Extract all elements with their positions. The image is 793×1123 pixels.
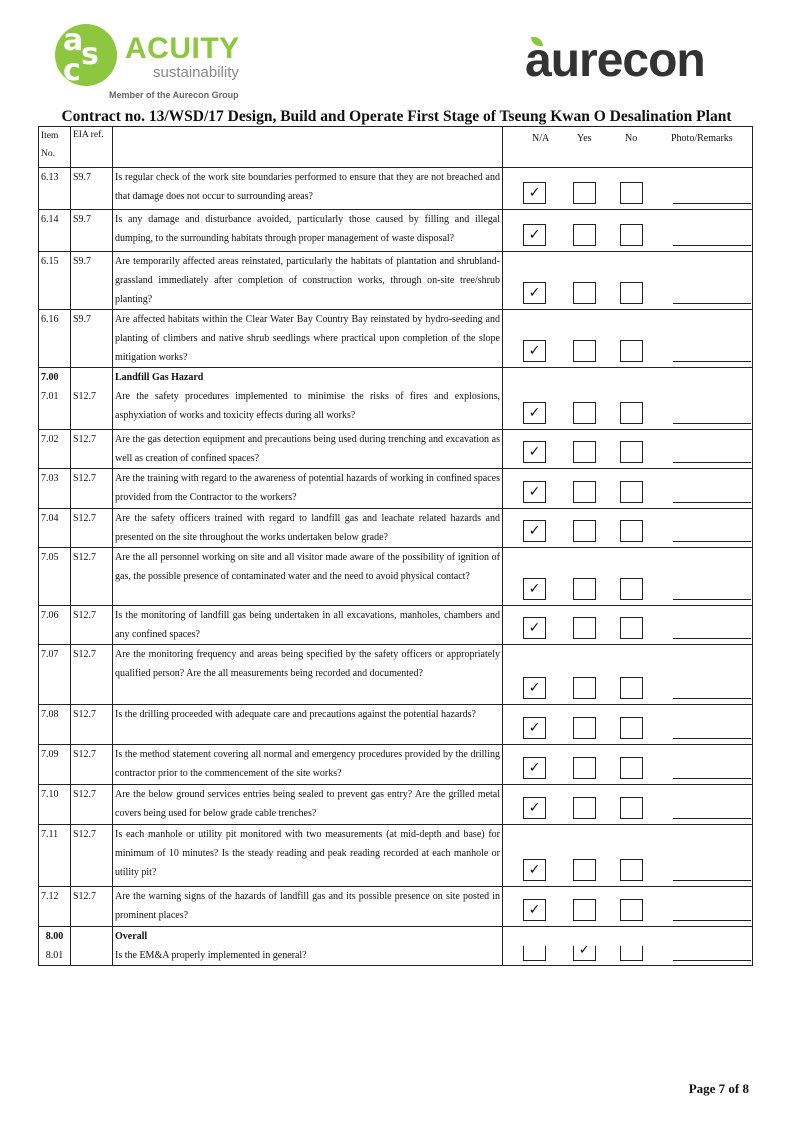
acuity-mark-c: c (63, 53, 81, 88)
eia-ref: S9.7 (71, 210, 113, 252)
remarks-line[interactable] (673, 879, 751, 881)
na-checkbox[interactable]: ✓ (523, 859, 546, 881)
table-row (39, 605, 753, 644)
item-number: 7.11 (39, 824, 71, 886)
table-row (39, 946, 753, 966)
na-checkbox[interactable]: ✓ (523, 481, 546, 503)
acuity-name: ACUITY (125, 32, 240, 65)
remarks-line[interactable] (673, 360, 751, 362)
na-checkbox[interactable]: ✓ (523, 757, 546, 779)
yes-checkbox[interactable] (573, 578, 596, 600)
item-description: Is the EM&A properly implemented in general? (113, 946, 503, 966)
item-description: Are the safety officers trained with regard to landfill gas and leachate related hazards and presented on the site throughout the works undertaken below grade? (113, 508, 503, 547)
header-item-no: No. (41, 149, 55, 159)
table-row (39, 644, 753, 704)
check-boxes (523, 899, 753, 921)
check-boxes (523, 797, 753, 819)
check-boxes (523, 481, 753, 503)
na-checkbox[interactable]: ✓ (523, 677, 546, 699)
na-checkbox[interactable]: ✓ (523, 797, 546, 819)
no-checkbox[interactable] (620, 340, 643, 362)
remarks-line[interactable] (673, 817, 751, 819)
item-number: 6.15 (39, 252, 71, 310)
eia-ref: S9.7 (71, 310, 113, 368)
table-row (39, 387, 753, 429)
header-photo-remarks: Photo/Remarks (671, 133, 733, 144)
acuity-mark-s: s (81, 37, 99, 72)
no-checkbox[interactable] (620, 617, 643, 639)
na-checkbox[interactable]: ✓ (523, 340, 546, 362)
item-number: 7.12 (39, 886, 71, 926)
item-number: 6.14 (39, 210, 71, 252)
yes-checkbox[interactable] (573, 899, 596, 921)
table-row (39, 429, 753, 468)
na-checkbox[interactable]: ✓ (523, 402, 546, 424)
na-checkbox[interactable]: ✓ (523, 899, 546, 921)
no-checkbox[interactable] (620, 859, 643, 881)
eia-ref: S9.7 (71, 168, 113, 210)
item-number: 7.04 (39, 508, 71, 547)
no-checkbox[interactable] (620, 182, 643, 204)
header-yes: Yes (577, 133, 592, 144)
eia-ref: S12.7 (71, 547, 113, 605)
check-boxes (523, 677, 753, 699)
no-checkbox[interactable] (620, 757, 643, 779)
section-number: 7.00 (39, 368, 71, 388)
yes-checkbox[interactable] (573, 441, 596, 463)
no-checkbox[interactable] (620, 441, 643, 463)
check-boxes (523, 520, 753, 542)
remarks-line[interactable] (673, 697, 751, 699)
yes-checkbox[interactable] (573, 402, 596, 424)
section-title: Landfill Gas Hazard (113, 368, 503, 388)
remarks-line[interactable] (673, 244, 751, 246)
item-description: Is the monitoring of landfill gas being undertaken in all excavations, manholes, chambers and any confined spaces? (113, 605, 503, 644)
na-checkbox[interactable]: ✓ (523, 282, 546, 304)
item-description: Are affected habitats within the Clear Water Bay Country Bay reinstated by hydro-seeding and planting of climbers and native shrub seedlings where practical upon completion of the slope mitigation works? (113, 310, 503, 368)
no-checkbox[interactable] (620, 402, 643, 424)
eia-ref: S12.7 (71, 429, 113, 468)
header-no: No (625, 133, 638, 144)
yes-checkbox[interactable] (573, 677, 596, 699)
table-row (39, 210, 753, 252)
no-checkbox[interactable] (620, 481, 643, 503)
item-number: 7.01 (39, 387, 71, 429)
yes-checkbox[interactable] (573, 617, 596, 639)
check-boxes (523, 441, 753, 463)
section-heading-row (39, 368, 753, 388)
no-checkbox[interactable] (620, 946, 643, 962)
remarks-line[interactable] (673, 202, 751, 204)
item-number: 7.03 (39, 468, 71, 508)
no-checkbox[interactable] (620, 224, 643, 246)
yes-checkbox[interactable] (573, 797, 596, 819)
eia-ref: S12.7 (71, 508, 113, 547)
yes-checkbox[interactable] (573, 757, 596, 779)
item-description: Are the warning signs of the hazards of landfill gas and its possible presence on site posted in prominent places? (113, 886, 503, 926)
page-number: Page 7 of 8 (688, 1081, 749, 1096)
item-description: Are the gas detection equipment and precautions being used during trenching and excavation as well as creation of confined spaces? (113, 429, 503, 468)
item-description: Are the training with regard to the awareness of potential hazards of working in confined spaces provided from the Contractor to the workers? (113, 468, 503, 508)
table-row (39, 824, 753, 886)
na-checkbox[interactable]: ✓ (523, 182, 546, 204)
remarks-line[interactable] (673, 637, 751, 639)
no-checkbox[interactable] (620, 899, 643, 921)
checklist-table (38, 126, 753, 966)
eia-ref: S12.7 (71, 644, 113, 704)
header-na: N/A (532, 133, 550, 144)
table-header-row (39, 127, 753, 168)
eia-ref: S12.7 (71, 824, 113, 886)
check-boxes (523, 224, 753, 246)
table-row (39, 886, 753, 926)
item-number: 7.02 (39, 429, 71, 468)
yes-checkbox[interactable] (573, 224, 596, 246)
na-checkbox[interactable] (523, 946, 546, 962)
item-description: Are the safety procedures implemented to minimise the risks of fires and explosions, asphyxiation of works and toxicity effects during all works? (113, 387, 503, 429)
section-title: Overall (113, 926, 503, 946)
acuity-logo (55, 24, 255, 104)
check-boxes (523, 182, 753, 204)
item-description: Is regular check of the work site boundaries performed to ensure that they are not breached and that damage does not occur to surrounding areas? (113, 168, 503, 210)
item-number: 6.13 (39, 168, 71, 210)
remarks-line[interactable] (673, 598, 751, 600)
acuity-logo-mark (55, 24, 117, 86)
remarks-line[interactable] (673, 461, 751, 463)
na-checkbox[interactable]: ✓ (523, 441, 546, 463)
acuity-mark-a: a (63, 23, 84, 58)
document-title: Contract no. 13/WSD/17 Design, Build and Operate First Stage of Tseung Kwan O Desalination Plant (61, 108, 732, 125)
yes-checkbox[interactable] (573, 282, 596, 304)
yes-checkbox[interactable] (573, 340, 596, 362)
item-number: 7.08 (39, 704, 71, 744)
item-description: Is the drilling proceeded with adequate care and precautions against the potential hazards? (113, 704, 503, 744)
yes-checkbox[interactable] (573, 859, 596, 881)
table-row (39, 310, 753, 368)
remarks-line[interactable] (673, 737, 751, 739)
item-description: Is the method statement covering all normal and emergency procedures provided by the drilling contractor prior to the commencement of the site works? (113, 744, 503, 784)
check-boxes (523, 617, 753, 639)
no-checkbox[interactable] (620, 520, 643, 542)
check-boxes (523, 578, 753, 600)
eia-ref: S9.7 (71, 252, 113, 310)
item-number: 7.10 (39, 784, 71, 824)
item-number: 8.01 (39, 946, 71, 966)
eia-ref: S12.7 (71, 886, 113, 926)
check-boxes (523, 402, 753, 424)
check-boxes (523, 757, 753, 779)
eia-ref: S12.7 (71, 704, 113, 744)
na-checkbox[interactable]: ✓ (523, 717, 546, 739)
acuity-member-note: Member of the Aurecon Group (109, 90, 239, 100)
header-item: Item (41, 131, 59, 141)
na-checkbox[interactable]: ✓ (523, 224, 546, 246)
remarks-line[interactable] (673, 422, 751, 424)
item-number: 7.05 (39, 547, 71, 605)
eia-ref: S12.7 (71, 387, 113, 429)
yes-checkbox[interactable] (573, 481, 596, 503)
yes-checkbox[interactable] (573, 182, 596, 204)
item-description: Are the all personnel working on site and all visitor made aware of the possibility of ignition of gas, the possible presence of contaminated water and the need to avoid physical contact? (113, 547, 503, 605)
remarks-line[interactable] (673, 501, 751, 503)
no-checkbox[interactable] (620, 578, 643, 600)
table-row (39, 168, 753, 210)
remarks-line[interactable] (673, 919, 751, 921)
item-number: 6.16 (39, 310, 71, 368)
item-number: 7.07 (39, 644, 71, 704)
remarks-line[interactable] (673, 959, 751, 961)
na-checkbox[interactable]: ✓ (523, 578, 546, 600)
check-boxes (523, 282, 753, 304)
table-row (39, 547, 753, 605)
remarks-line[interactable] (673, 540, 751, 542)
eia-ref: S12.7 (71, 784, 113, 824)
eia-ref: S12.7 (71, 605, 113, 644)
remarks-line[interactable] (673, 302, 751, 304)
yes-checkbox[interactable] (573, 717, 596, 739)
item-number: 7.06 (39, 605, 71, 644)
section-number: 8.00 (39, 926, 71, 946)
table-row (39, 704, 753, 744)
eia-ref: S12.7 (71, 468, 113, 508)
item-description: Is each manhole or utility pit monitored with two measurements (at mid-depth and base) for minimum of 10 minutes? Is the steady reading and peak reading recorded at each manhole or utility pit? (113, 824, 503, 886)
table-row (39, 508, 753, 547)
table-row (39, 744, 753, 784)
eia-ref: S12.7 (71, 744, 113, 784)
na-checkbox[interactable]: ✓ (523, 520, 546, 542)
na-checkbox[interactable]: ✓ (523, 617, 546, 639)
check-boxes (523, 946, 753, 962)
yes-checkbox[interactable] (573, 520, 596, 542)
no-checkbox[interactable] (620, 797, 643, 819)
no-checkbox[interactable] (620, 677, 643, 699)
check-boxes (523, 859, 753, 881)
item-description: Are the monitoring frequency and areas being specified by the safety officers or appropriately qualified person? Are the all measurements being recorded and documented? (113, 644, 503, 704)
item-description: Are temporarily affected areas reinstated, particularly the habitats of plantation and shrubland-grassland immediately after completion of construction works, through on-site tree/shrub planting? (113, 252, 503, 310)
acuity-subtitle: sustainability (153, 64, 239, 81)
aurecon-logo: aurecon (525, 34, 705, 87)
table-row (39, 252, 753, 310)
remarks-line[interactable] (673, 777, 751, 779)
header-eia-ref: EIA ref. (73, 130, 104, 140)
no-checkbox[interactable] (620, 717, 643, 739)
check-boxes (523, 340, 753, 362)
section-heading-row (39, 926, 753, 946)
item-description: Are the below ground services entries being sealed to prevent gas entry? Are the grilled metal covers being used for below grade cable trenches? (113, 784, 503, 824)
item-number: 7.09 (39, 744, 71, 784)
item-description: Is any damage and disturbance avoided, particularly those caused by filling and illegal dumping, to the surrounding habitats through proper management of waste disposal? (113, 210, 503, 252)
table-row (39, 784, 753, 824)
table-row (39, 468, 753, 508)
yes-checkbox[interactable]: ✓ (573, 946, 596, 962)
no-checkbox[interactable] (620, 282, 643, 304)
check-boxes (523, 717, 753, 739)
